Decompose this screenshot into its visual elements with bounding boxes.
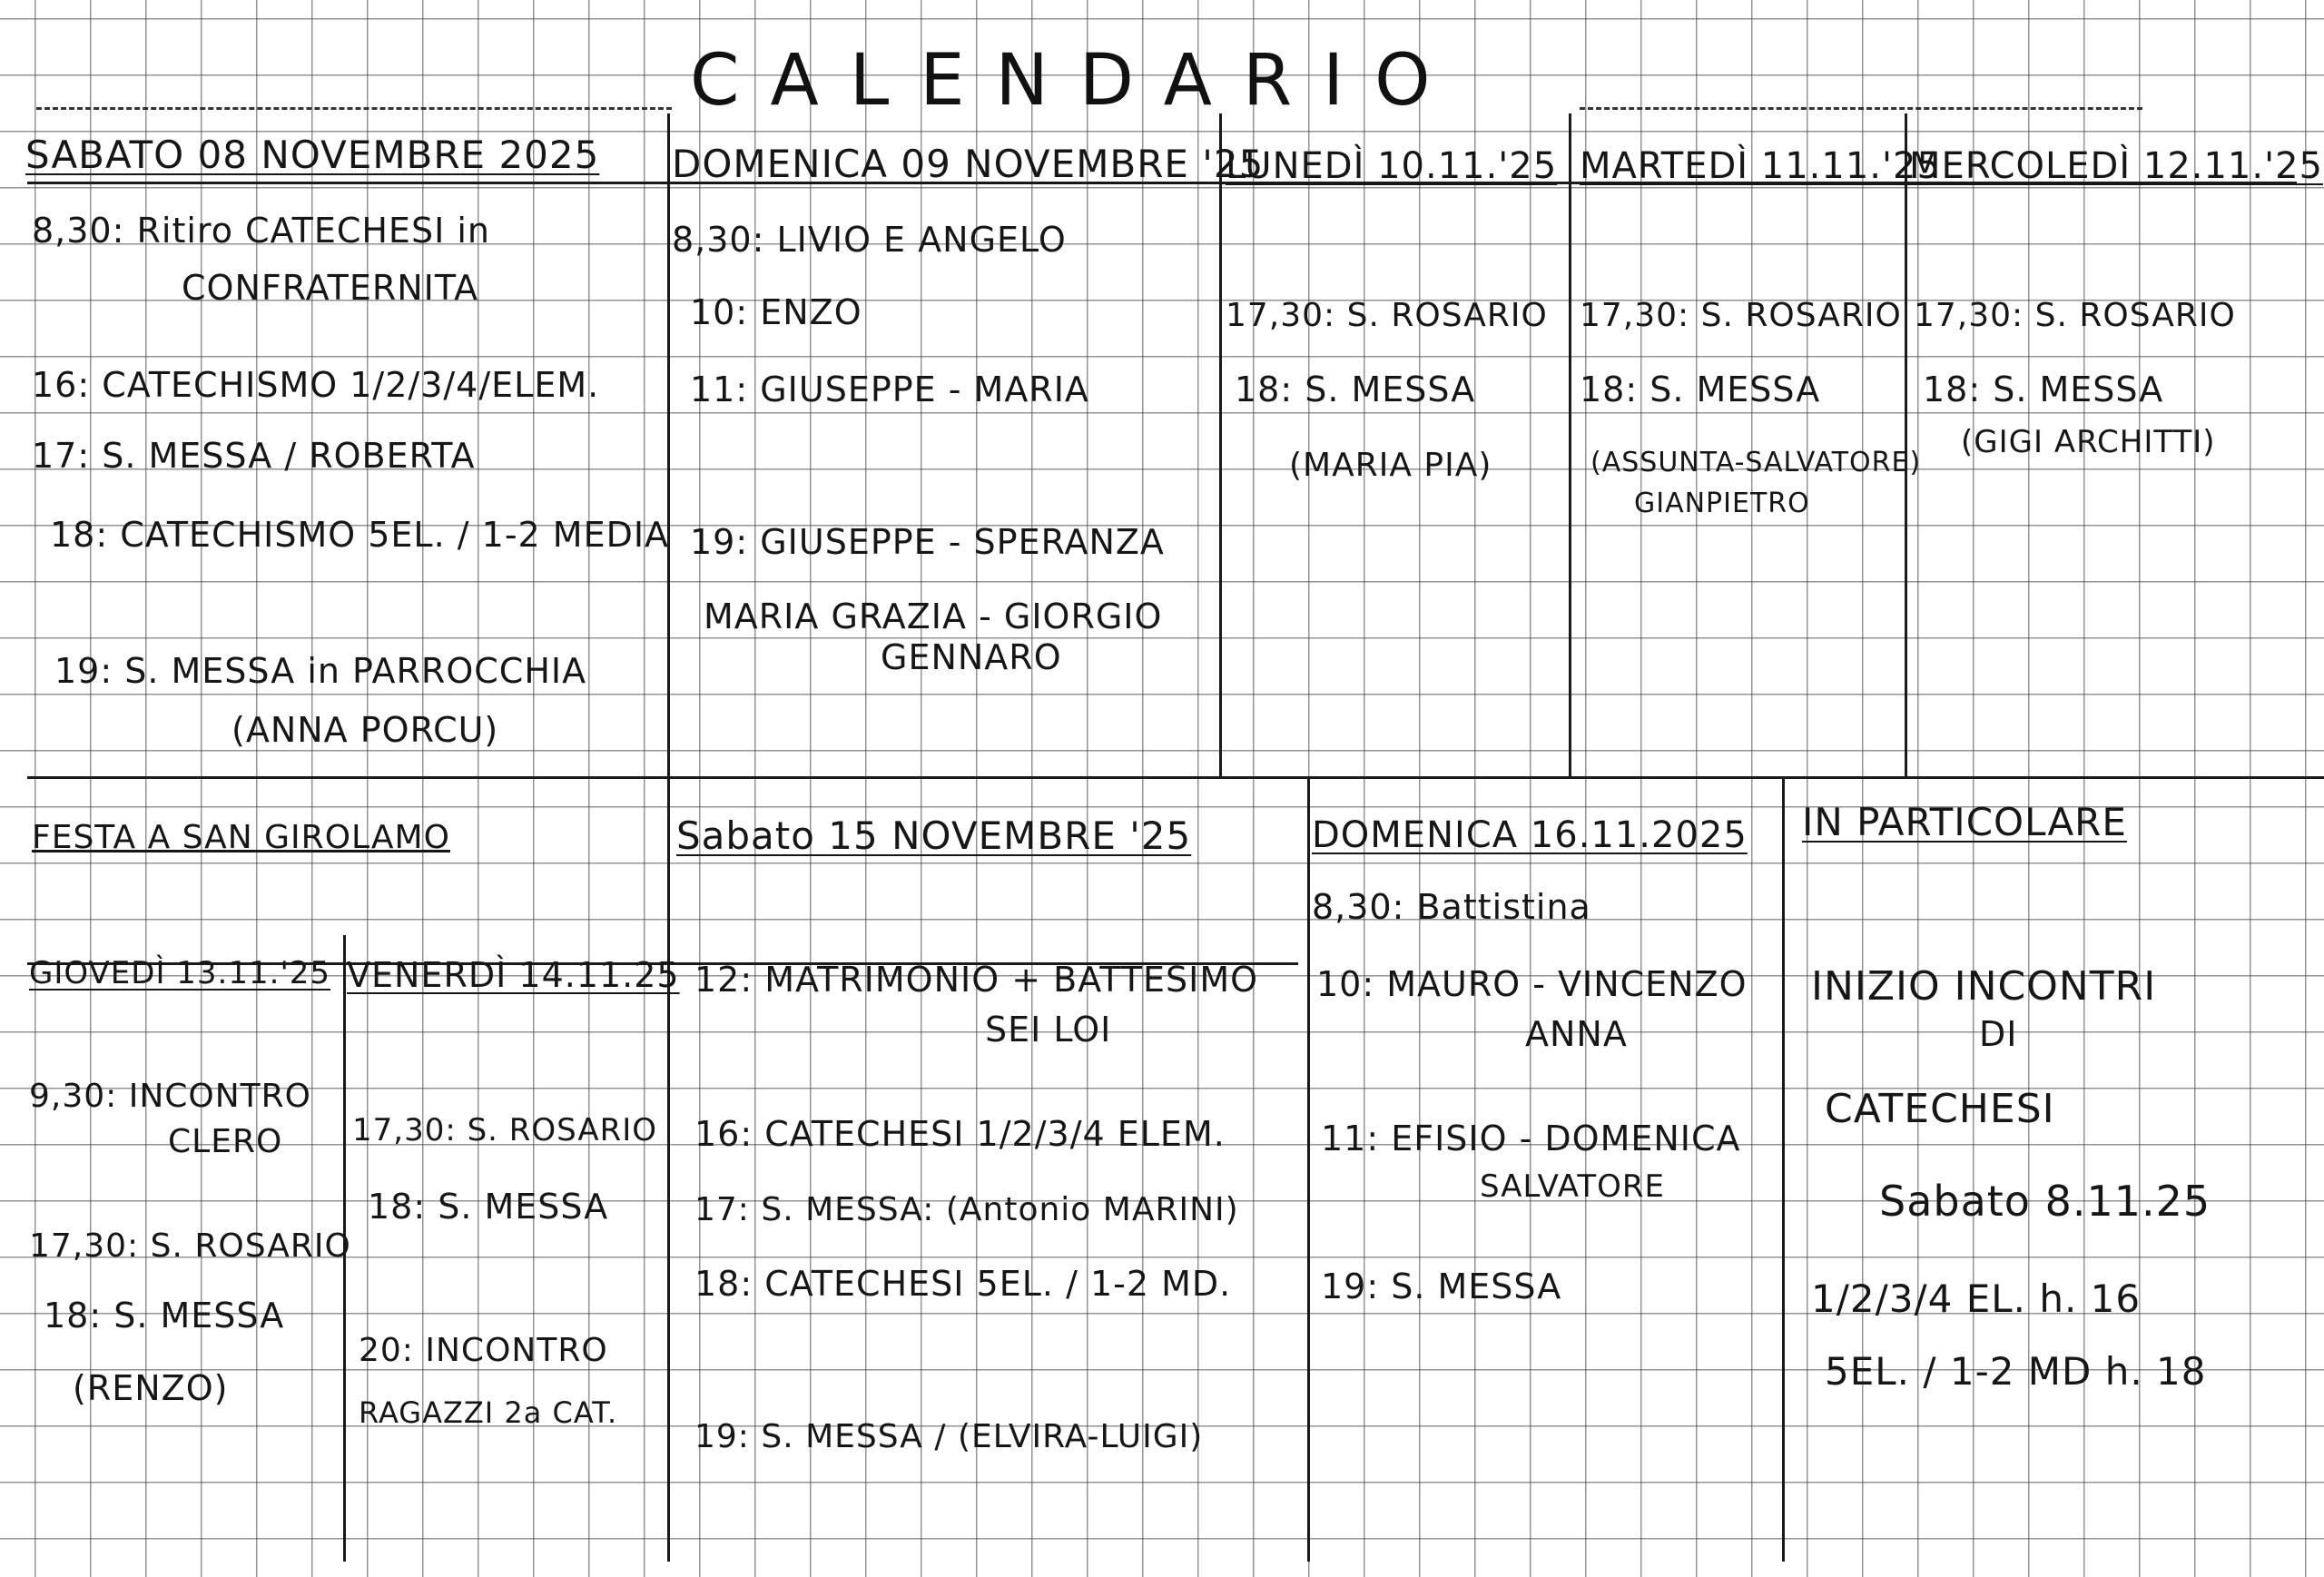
festa-label: FESTA A SAN GIROLAMO (32, 819, 450, 856)
entry: (GIGI ARCHITTI) (1961, 424, 2216, 460)
note-line: CATECHESI (1825, 1086, 2055, 1132)
entry: 18: S. MESSA (1923, 370, 2164, 409)
entry: SALVATORE (1480, 1168, 1666, 1205)
entry: 17,30: S. ROSARIO (1580, 297, 1902, 334)
day-header-lunedi-10: LUNEDÌ 10.11.'25 (1226, 145, 1558, 187)
entry: CONFRATERNITA (182, 268, 479, 308)
entry: GIANPIETRO (1634, 488, 1810, 519)
entry: 16: CATECHESI 1/2/3/4 ELEM. (694, 1114, 1226, 1154)
col-divider-8 (1782, 776, 1785, 1562)
entry: 17: S. MESSA: (Antonio MARINI) (694, 1191, 1239, 1228)
entry: 17: S. MESSA / ROBERTA (32, 436, 476, 476)
entry: 12: MATRIMONIO + BATTESIMO (694, 960, 1259, 1000)
col-divider-3 (1569, 113, 1571, 776)
entry: GENNARO (881, 637, 1062, 677)
entry: (RENZO) (73, 1368, 229, 1408)
entry: 16: CATECHISMO 1/2/3/4/ELEM. (32, 365, 600, 405)
mid-rule (27, 776, 2324, 779)
entry: 20: INCONTRO (359, 1332, 608, 1369)
day-header-sabato-08: SABATO 08 NOVEMBRE 2025 (25, 133, 600, 177)
day-header-domenica-16: DOMENICA 16.11.2025 (1312, 814, 1748, 856)
entry: MARIA GRAZIA - GIORGIO (704, 596, 1163, 636)
note-line: INIZIO INCONTRI (1811, 963, 2157, 1010)
entry: 9,30: INCONTRO (29, 1078, 312, 1115)
entry: 19: S. MESSA / (ELVIRA-LUIGI) (694, 1418, 1204, 1455)
entry: 19: GIUSEPPE - SPERANZA (690, 522, 1165, 562)
entry: 11: GIUSEPPE - MARIA (690, 370, 1089, 409)
col-divider-4 (1905, 113, 1907, 776)
entry: 8,30: LIVIO E ANGELO (672, 220, 1067, 260)
entry: RAGAZZI 2a CAT. (359, 1395, 618, 1430)
col-divider-6 (667, 776, 670, 1562)
title-rule-left (36, 107, 672, 110)
entry: 8,30: Ritiro CATECHESI in (32, 211, 490, 251)
entry: ANNA (1525, 1014, 1628, 1054)
entry: 18: S. MESSA (44, 1296, 285, 1336)
day-header-mercoledi-12: MERCOLEDÌ 12.11.'25 (1909, 145, 2323, 187)
entry: 19: S. MESSA (1321, 1267, 1562, 1306)
title-rule-right (1580, 107, 2142, 110)
entry: 10: ENZO (690, 292, 862, 332)
entry: 17,30: S. ROSARIO (29, 1227, 351, 1265)
day-header-domenica-09: DOMENICA 09 NOVEMBRE '25 (672, 142, 1265, 186)
entry: CLERO (168, 1123, 283, 1160)
entry: 18: CATECHISMO 5EL. / 1-2 MEDIA (50, 515, 670, 555)
entry: 17,30: S. ROSARIO (352, 1112, 658, 1148)
note-line: Sabato 8.11.25 (1879, 1177, 2211, 1226)
entry: 11: EFISIO - DOMENICA (1321, 1119, 1741, 1158)
entry: 18: S. MESSA (1235, 370, 1476, 409)
page-title: CALENDARIO (690, 40, 1462, 122)
col-divider-7 (1307, 776, 1310, 1562)
note-line: DI (1979, 1014, 2018, 1054)
day-header-martedi-11: MARTEDÌ 11.11.'25 (1580, 145, 1941, 187)
entry: 10: MAURO - VINCENZO (1316, 964, 1748, 1004)
entry: 18: S. MESSA (368, 1187, 609, 1227)
entry: 19: S. MESSA in PARROCCHIA (54, 651, 587, 691)
note-line: 5EL. / 1-2 MD h. 18 (1825, 1349, 2207, 1394)
entry: 17,30: S. ROSARIO (1914, 297, 2236, 334)
day-header-giovedi-13: GIOVEDÌ 13.11.'25 (29, 955, 331, 991)
entry: (ANNA PORCU) (231, 710, 499, 750)
entry: 18: S. MESSA (1580, 370, 1821, 409)
section-header-in-particolare: IN PARTICOLARE (1802, 800, 2127, 844)
day-header-sabato-15: Sabato 15 NOVEMBRE '25 (676, 813, 1192, 858)
entry: 18: CATECHESI 5EL. / 1-2 MD. (694, 1264, 1232, 1304)
entry: 8,30: Battistina (1312, 887, 1591, 927)
entry: 17,30: S. ROSARIO (1226, 297, 1548, 334)
col-divider-2 (1219, 113, 1222, 776)
entry: (MARIA PIA) (1289, 447, 1492, 484)
day-header-venerdi-14: VENERDÌ 14.11.25 (347, 955, 680, 995)
entry: SEI LOI (985, 1010, 1112, 1050)
entry: (ASSUNTA-SALVATORE) (1590, 447, 1922, 478)
col-divider-1 (667, 113, 670, 776)
note-line: 1/2/3/4 EL. h. 16 (1811, 1276, 2142, 1321)
